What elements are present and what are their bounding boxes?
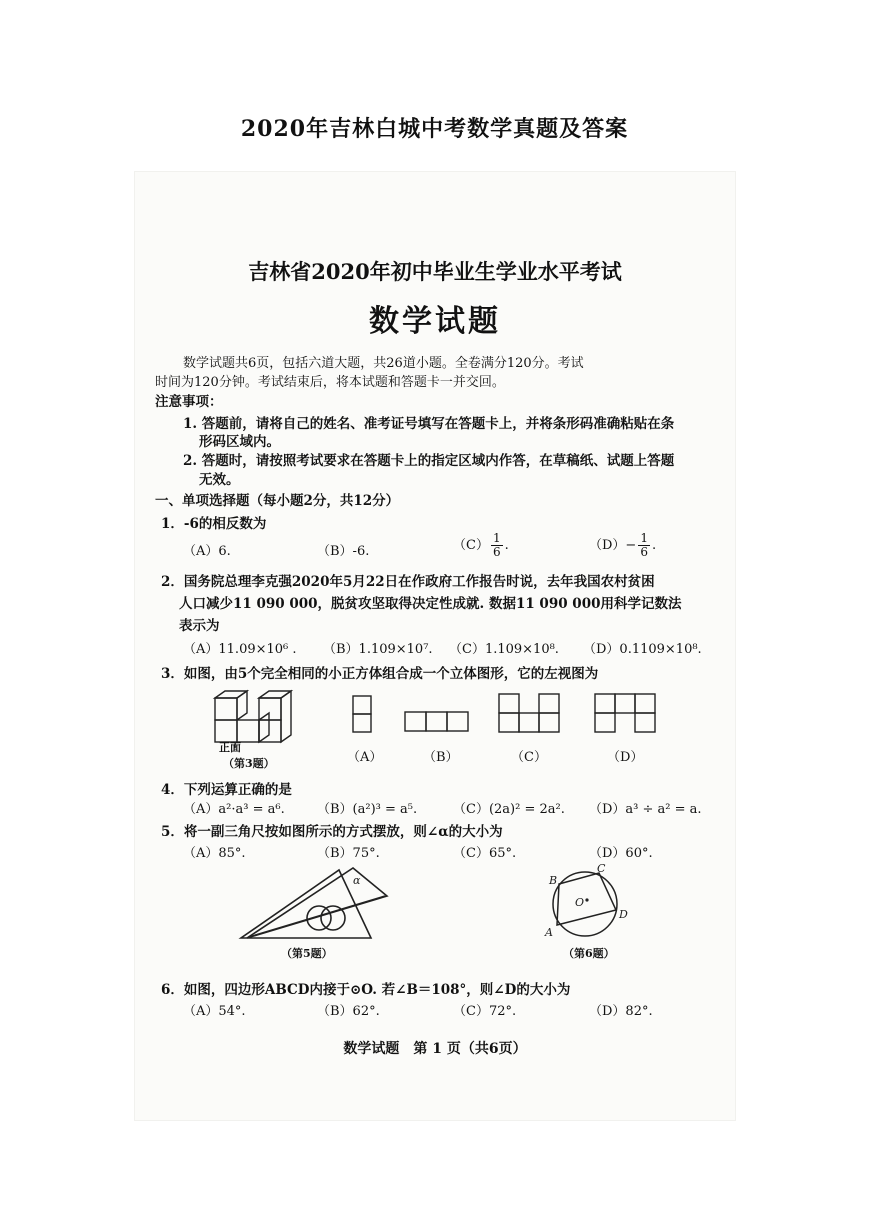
q5-figure-caption: （第5题） — [281, 947, 333, 960]
q3-view-c — [497, 692, 561, 736]
q5-option-d: （D）60°. — [589, 846, 653, 861]
q3-front-label: 正面 — [219, 741, 241, 754]
q3-stem: 3．如图，由5个完全相同的小正方体组合成一个立体图形，它的左视图为 — [161, 666, 599, 682]
q4-option-b: （B）(a²)³ = a⁵. — [317, 802, 418, 817]
q6-label-a: A — [545, 926, 553, 939]
q3-option-c: （C） — [511, 750, 547, 765]
intro-line-1: 数学试题共6页，包括六道大题，共26道小题。全卷满分120分。考试 — [183, 356, 584, 371]
q1-option-d: （D）− $\frac{1}{6}$ . — [589, 531, 657, 559]
q3-view-b — [403, 710, 473, 734]
note-1-line-1: 1. 答题前，请将自己的姓名、准考证号填写在答题卡上，并将条形码准确粘贴在条 — [183, 416, 675, 432]
section-1-heading: 一、单项选择题（每小题2分，共12分） — [155, 493, 400, 509]
q2-option-b: （B）1.109×10⁷. — [323, 642, 433, 657]
intro-line-2: 时间为120分钟。考试结束后，将本试题和答题卡一并交回。 — [155, 375, 505, 390]
q1-option-a: （A）6. — [183, 544, 231, 559]
q1-stem: 1．-6的相反数为 — [161, 516, 267, 532]
q6-label-b: B — [549, 874, 558, 887]
q2-option-c: （C）1.109×10⁸. — [449, 642, 559, 657]
q3-view-d — [593, 692, 657, 736]
q5-option-c: （C）65°. — [453, 846, 517, 861]
q6-stem: 6．如图，四边形ABCD内接于⊙O. 若∠B＝108°，则∠D的大小为 — [161, 982, 571, 998]
q3-option-b: （B） — [423, 750, 459, 765]
q3-view-a — [351, 694, 375, 738]
q4-option-c: （C）(2a)² = 2a². — [453, 802, 565, 817]
scanned-exam-page — [135, 172, 735, 1120]
q1-c-fraction: $\frac{1}{6}$ — [492, 531, 501, 559]
q5-alpha-label: α — [353, 874, 361, 887]
q2-line-1: 2．国务院总理李克强2020年5月22日在作政府工作报告时说，去年我国农村贫困 — [161, 574, 655, 590]
q3-option-a: （A） — [347, 750, 383, 765]
q6-label-c: C — [597, 862, 606, 875]
q4-stem: 4．下列运算正确的是 — [161, 782, 292, 798]
q5-option-b: （B）75°. — [317, 846, 380, 861]
q1-d-fraction: $\frac{1}{6}$ — [640, 531, 648, 559]
document-title: 2020年吉林白城中考数学真题及答案 — [240, 116, 629, 142]
q3-option-d: （D） — [607, 750, 644, 765]
q2-option-d: （D）0.1109×10⁸. — [583, 642, 702, 657]
exam-title: 吉林省2020年初中毕业生学业水平考试 — [248, 259, 622, 284]
note-2-line-1: 2. 答题时，请按照考试要求在答题卡上的指定区域内作答，在草稿纸、试题上答题 — [183, 453, 675, 469]
q6-option-a: （A）54°. — [183, 1004, 246, 1019]
q2-line-2: 人口减少11 090 000，脱贫攻坚取得决定性成就. 数据11 090 000用科学记数法 — [179, 596, 682, 612]
q2-line-3: 表示为 — [179, 618, 220, 634]
q5-stem: 5．将一副三角尺按如图所示的方式摆放，则∠α的大小为 — [161, 824, 503, 840]
notes-heading: 注意事项： — [155, 394, 223, 410]
q5-triangles-figure — [235, 862, 415, 944]
q4-option-d: （D）a³ ÷ a² = a. — [589, 802, 702, 817]
note-1-line-2: 形码区域内。 — [199, 434, 280, 450]
q6-circle-figure — [541, 862, 631, 942]
q6-label-o: O — [575, 896, 585, 909]
q1-option-b: （B）-6. — [317, 544, 370, 559]
q6-option-c: （C）72°. — [453, 1004, 517, 1019]
page-footer: 数学试题 第 1 页（共6页） — [343, 1041, 527, 1057]
subject-title: 数学试题 — [369, 304, 501, 339]
q6-option-b: （B）62°. — [317, 1004, 380, 1019]
q5-option-a: （A）85°. — [183, 846, 246, 861]
q6-label-d: D — [619, 908, 628, 921]
q3-figure-caption: （第3题） — [223, 757, 275, 770]
note-2-line-2: 无效。 — [199, 472, 240, 488]
q4-option-a: （A）a²·a³ = a⁶. — [183, 802, 285, 817]
q6-figure-caption: （第6题） — [563, 947, 615, 960]
q2-option-a: （A）11.09×10⁶ . — [183, 642, 297, 657]
q1-option-c: （C） $\frac{1}{6}$ . — [453, 531, 509, 559]
q6-option-d: （D）82°. — [589, 1004, 653, 1019]
